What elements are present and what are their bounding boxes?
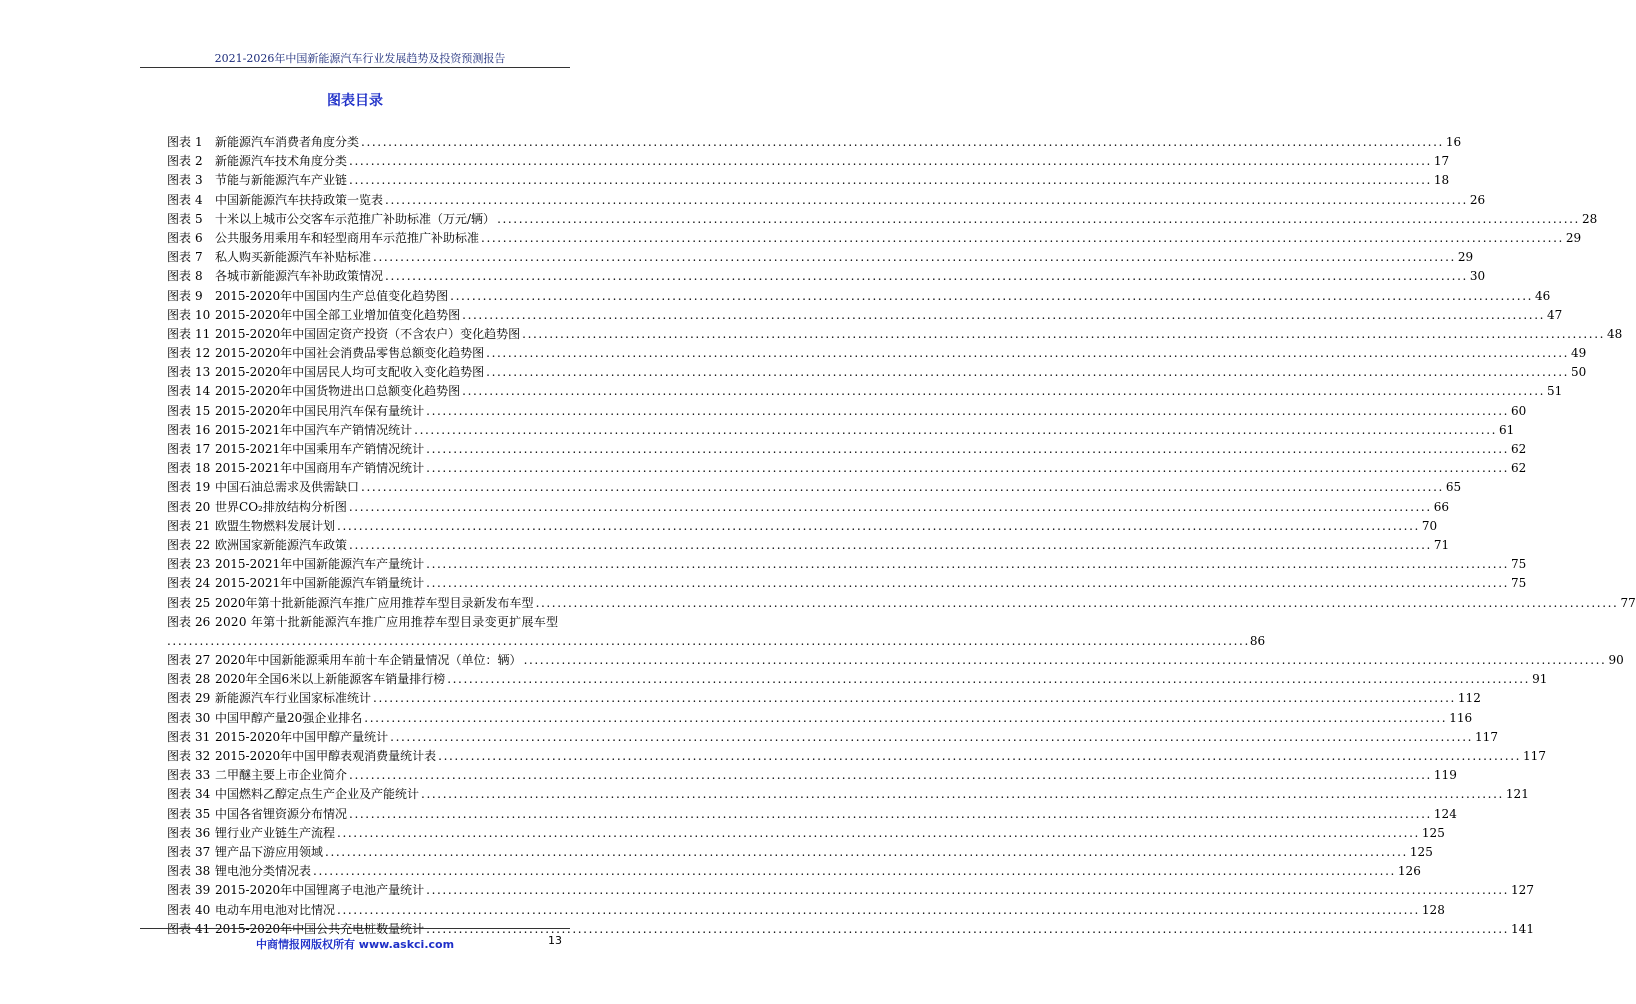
entry-number: 38 — [195, 864, 211, 879]
toc-entry[interactable] — [167, 363, 1587, 382]
entry-page: 116 — [1449, 710, 1473, 725]
entry-title: 2015-2021年中国汽车产销情况统计 — [215, 422, 413, 437]
entry-number: 1 — [195, 135, 203, 149]
entry-number: 41 — [195, 921, 211, 936]
toc-entry[interactable] — [167, 805, 1457, 824]
entry-page: 17 — [1433, 154, 1450, 169]
entry-number: 9 — [195, 288, 203, 303]
dot-leader: ........................................................................................................................................................................................................ — [349, 537, 1432, 552]
toc-entry[interactable] — [167, 440, 1527, 459]
entry-number: 7 — [195, 250, 203, 265]
entry-title: 2015-2021年中国新能源汽车销量统计 — [215, 576, 425, 591]
entry-label: 图表 — [167, 883, 192, 898]
entry-number: 39 — [195, 883, 211, 898]
dot-leader: ........................................................................................................................................................................................................ — [337, 902, 1420, 917]
entry-title: 2015-2020年中国国内生产总值变化趋势图 — [215, 288, 449, 303]
entry-page: 125 — [1409, 844, 1433, 859]
toc-entry[interactable] — [167, 901, 1445, 920]
entry-number: 8 — [195, 269, 203, 284]
entry-label: 图表 — [167, 921, 192, 936]
entry-number: 2 — [195, 154, 203, 169]
entry-label: 图表 — [167, 211, 192, 226]
entry-label: 图表 — [167, 307, 192, 322]
entry-title: 2020年第十批新能源汽车推广应用推荐车型目录新发布车型 — [215, 595, 534, 610]
toc-entry[interactable] — [167, 651, 1624, 670]
entry-title: 2015-2020年中国居民人均可支配收入变化趋势图 — [215, 365, 485, 380]
dot-leader: ........................................................................................................................................................................................................ — [361, 480, 1444, 495]
dot-leader: ........................................................................................................................................................................................................ — [426, 557, 1510, 572]
entry-label: 图表 — [167, 672, 192, 687]
entry-label: 图表 — [167, 653, 192, 668]
entry-page: 128 — [1421, 902, 1445, 917]
entry-title: 中国各省锂资源分布情况 — [215, 806, 348, 821]
entry-label: 图表 — [167, 614, 192, 629]
entry-label: 图表 — [167, 192, 192, 207]
dot-leader: ........................................................................................................................................................................................................ — [390, 729, 1474, 744]
entry-page: 121 — [1505, 787, 1529, 802]
entry-title: 新能源汽车行业国家标准统计 — [215, 691, 372, 706]
dot-leader: ........................................................................................................................................................................................................ — [361, 135, 1444, 149]
entry-label: 图表 — [167, 537, 192, 552]
toc-title: 图表目录 — [327, 93, 383, 109]
entry-label: 图表 — [167, 461, 192, 476]
toc-entry[interactable] — [167, 152, 1450, 171]
dot-leader: ........................................................................................................................................................................................................ — [385, 192, 1468, 207]
entry-title: 2015-2020年中国固定资产投资（不含农户）变化趋势图 — [215, 326, 521, 341]
entry-title: 新能源汽车技术角度分类 — [215, 154, 348, 169]
entry-number: 5 — [195, 211, 203, 226]
dot-leader: ........................................................................................................................................................................................................ — [325, 844, 1408, 859]
entry-page: 119 — [1433, 768, 1457, 783]
entry-page: 18 — [1433, 173, 1450, 188]
dot-leader: ........................................................................................................................................................................................................ — [349, 154, 1432, 169]
entry-label: 图表 — [167, 346, 192, 361]
entry-page: 77 — [1620, 595, 1636, 610]
entry-number: 33 — [195, 768, 211, 783]
dot-leader: ........................................................................................................................................................................................................ — [450, 288, 1534, 303]
entry-number: 17 — [195, 442, 211, 456]
entry-number: 35 — [195, 806, 211, 821]
toc-entry[interactable] — [167, 555, 1527, 574]
dot-leader: ........................................................................................................................................................................................................ — [167, 633, 1250, 648]
toc-entry[interactable] — [167, 747, 1546, 766]
header-rule — [140, 67, 570, 68]
page-number: 13 — [548, 934, 562, 947]
dot-leader: ........................................................................................................................................................................................................ — [447, 672, 1531, 687]
entry-number: 6 — [195, 230, 203, 245]
entry-label: 图表 — [167, 595, 192, 610]
entry-page: 48 — [1607, 326, 1623, 341]
entry-page: 30 — [1469, 269, 1486, 284]
page-header: 2021-2026年中国新能源汽车行业发展趋势及投资预测报告 — [214, 52, 506, 65]
entry-title: 节能与新能源汽车产业链 — [215, 173, 348, 188]
entry-title: 中国甲醇产量20强企业排名 — [215, 710, 363, 725]
entry-page: 126 — [1397, 864, 1421, 879]
toc-entry[interactable] — [167, 382, 1563, 401]
toc-entry[interactable] — [167, 594, 1636, 613]
entry-label: 图表 — [167, 403, 192, 418]
entry-label: 图表 — [167, 135, 192, 149]
dot-leader: ........................................................................................................................................................................................................ — [535, 595, 1619, 610]
entry-title: 私人购买新能源汽车补贴标准 — [215, 250, 372, 265]
entry-title: 中国石油总需求及供需缺口 — [215, 480, 360, 495]
entry-title: 锂行业产业链生产流程 — [215, 825, 336, 840]
entry-label: 图表 — [167, 729, 192, 744]
entry-number: 4 — [195, 192, 203, 207]
entry-title: 世界CO₂排放结构分析图 — [215, 499, 347, 514]
entry-label: 图表 — [167, 787, 192, 802]
dot-leader: ........................................................................................................................................................................................................ — [373, 691, 1456, 706]
footer-rule — [140, 928, 570, 929]
entry-title: 2020年全国6米以上新能源客车销量排行榜 — [215, 672, 446, 687]
dot-leader: ........................................................................................................................................................................................................ — [426, 576, 1510, 591]
entry-number: 20 — [195, 499, 211, 514]
entry-title: 欧洲国家新能源汽车政策 — [215, 537, 348, 552]
dot-leader: ........................................................................................................................................................................................................ — [414, 422, 1498, 437]
toc-entry[interactable] — [167, 881, 1534, 900]
toc-entry[interactable] — [167, 248, 1474, 267]
dot-leader: ........................................................................................................................................................................................................ — [337, 518, 1420, 533]
entry-number: 21 — [195, 518, 211, 533]
entry-title: 2015-2020年中国货物进出口总额变化趋势图 — [215, 384, 461, 399]
toc-entry[interactable] — [167, 670, 1548, 689]
entry-number: 14 — [195, 384, 211, 399]
entry-number: 26 — [195, 614, 211, 629]
entry-page: 65 — [1445, 480, 1462, 495]
toc-entry[interactable] — [167, 306, 1563, 325]
toc-entry[interactable] — [167, 517, 1438, 536]
entry-page: 91 — [1532, 672, 1548, 687]
entry-title: 2015-2020年中国甲醇产量统计 — [215, 729, 389, 744]
dot-leader: ........................................................................................................................................................................................................ — [462, 307, 1546, 322]
entry-title: 电动车用电池对比情况 — [215, 902, 336, 917]
entry-title: 2015-2020年中国锂离子电池产量统计 — [215, 883, 425, 898]
entry-title: 2015-2020年中国民用汽车保有量统计 — [215, 403, 425, 418]
entry-title: 2015-2020年中国公共充电桩数量统计 — [215, 921, 425, 936]
entry-label: 图表 — [167, 864, 192, 879]
entry-number: 28 — [195, 672, 211, 687]
toc-entry[interactable] — [167, 785, 1529, 804]
toc-entry[interactable] — [167, 133, 1462, 152]
entry-title: 2015-2021年中国乘用车产销情况统计 — [215, 442, 425, 456]
entry-title: 锂电池分类情况表 — [215, 864, 312, 879]
entry-label: 图表 — [167, 518, 192, 533]
entry-page: 71 — [1433, 537, 1450, 552]
toc-entry[interactable] — [167, 421, 1515, 440]
entry-page: 90 — [1608, 653, 1624, 668]
dot-leader: ........................................................................................................................................................................................................ — [426, 461, 1510, 476]
dot-leader: ........................................................................................................................................................................................................ — [438, 749, 1522, 763]
toc-entry[interactable] — [167, 824, 1445, 843]
toc-entry[interactable] — [167, 613, 570, 632]
entry-page: 112 — [1457, 691, 1481, 706]
entry-page: 28 — [1581, 211, 1598, 226]
toc-entry[interactable] — [167, 287, 1551, 306]
entry-label: 图表 — [167, 844, 192, 859]
entry-page: 50 — [1571, 365, 1587, 380]
entry-page: 127 — [1511, 883, 1534, 898]
entry-title: 公共服务用乘用车和轻型商用车示范推广补助标准 — [215, 230, 480, 245]
toc-entry[interactable] — [167, 766, 1457, 785]
entry-number: 40 — [195, 902, 211, 917]
dot-leader: ........................................................................................................................................................................................................ — [426, 403, 1510, 418]
toc-entry[interactable] — [167, 267, 1486, 286]
entry-label: 图表 — [167, 691, 192, 706]
entry-page: 47 — [1547, 307, 1563, 322]
dot-leader: ........................................................................................................................................................................................................ — [426, 883, 1510, 898]
entry-number: 11 — [195, 326, 211, 341]
entry-title: 十米以上城市公交客车示范推广补助标准（万元/辆） — [215, 211, 496, 226]
footer-copyright: 中商情报网版权所有 www.askci.com — [255, 938, 455, 951]
entry-number: 25 — [195, 595, 211, 610]
entry-page: 70 — [1421, 518, 1438, 533]
entry-title: 2015-2020年中国社会消费品零售总额变化趋势图 — [215, 346, 485, 361]
entry-label: 图表 — [167, 230, 192, 245]
entry-page: 66 — [1433, 499, 1450, 514]
entry-number: 29 — [195, 691, 211, 706]
dot-leader: ........................................................................................................................................................................................................ — [486, 365, 1570, 380]
entry-label: 图表 — [167, 288, 192, 303]
entry-label: 图表 — [167, 710, 192, 725]
toc-entry[interactable] — [167, 843, 1433, 862]
toc-entry[interactable] — [167, 229, 1582, 248]
entry-label: 图表 — [167, 806, 192, 821]
entry-label: 图表 — [167, 365, 192, 380]
entry-label: 图表 — [167, 422, 192, 437]
dot-leader: ........................................................................................................................................................................................................ — [349, 806, 1432, 821]
dot-leader: ........................................................................................................................................................................................................ — [349, 173, 1432, 188]
entry-number: 22 — [195, 537, 211, 552]
entry-page: 75 — [1511, 576, 1527, 591]
entry-number: 13 — [195, 365, 211, 380]
toc-entry[interactable] — [167, 689, 1481, 708]
entry-page: 26 — [1469, 192, 1486, 207]
entry-page: 49 — [1571, 346, 1587, 361]
toc-entry[interactable] — [167, 459, 1527, 478]
entry-number: 19 — [195, 480, 211, 495]
entry-page: 117 — [1475, 729, 1498, 744]
dot-leader: ........................................................................................................................................................................................................ — [481, 230, 1564, 245]
entry-label: 图表 — [167, 250, 192, 265]
entry-title: 2015-2020年中国甲醇表观消费量统计表 — [215, 749, 437, 763]
entry-number: 37 — [195, 844, 211, 859]
entry-label: 图表 — [167, 768, 192, 783]
entry-page: 46 — [1535, 288, 1551, 303]
toc-entry[interactable] — [167, 498, 1450, 517]
dot-leader: ........................................................................................................................................................................................................ — [364, 710, 1448, 725]
dot-leader: ........................................................................................................................................................................................................ — [349, 768, 1432, 783]
dot-leader: ........................................................................................................................................................................................................ — [522, 326, 1606, 341]
entry-number: 15 — [195, 403, 211, 418]
entry-page: 75 — [1511, 557, 1527, 572]
entry-label: 图表 — [167, 154, 192, 169]
entry-title: 新能源汽车消费者角度分类 — [215, 135, 360, 149]
entry-number: 24 — [195, 576, 211, 591]
entry-title: 锂产品下游应用领域 — [215, 844, 324, 859]
entry-label: 图表 — [167, 442, 192, 456]
dot-leader: ........................................................................................................................................................................................................ — [373, 250, 1456, 265]
entry-label: 图表 — [167, 825, 192, 840]
entry-number: 30 — [195, 710, 211, 725]
entry-label: 图表 — [167, 326, 192, 341]
entry-page: 124 — [1433, 806, 1457, 821]
entry-page: 62 — [1511, 442, 1527, 456]
entry-label: 图表 — [167, 499, 192, 514]
entry-number: 10 — [195, 307, 211, 322]
entry-label: 图表 — [167, 173, 192, 188]
entry-page: 51 — [1547, 384, 1563, 399]
entry-page: 16 — [1445, 135, 1462, 149]
entry-number: 32 — [195, 749, 211, 763]
entry-number: 34 — [195, 787, 211, 802]
entry-page: 62 — [1511, 461, 1527, 476]
dot-leader: ........................................................................................................................................................................................................ — [337, 825, 1420, 840]
entry-title: 二甲醚主要上市企业简介 — [215, 768, 348, 783]
entry-label: 图表 — [167, 576, 192, 591]
dot-leader: ........................................................................................................................................................................................................ — [385, 269, 1468, 284]
entry-page: 29 — [1565, 230, 1582, 245]
toc-entry[interactable] — [167, 728, 1498, 747]
entry-title: 中国新能源汽车扶持政策一览表 — [215, 192, 384, 207]
entry-page: 29 — [1457, 250, 1474, 265]
dot-leader: ........................................................................................................................................................................................................ — [486, 346, 1570, 361]
toc-entry[interactable] — [167, 536, 1450, 555]
entry-number: 16 — [195, 422, 211, 437]
dot-leader: ........................................................................................................................................................................................................ — [313, 864, 1396, 879]
toc-entry[interactable] — [167, 191, 1486, 210]
toc-entry[interactable] — [167, 325, 1623, 344]
toc-entry[interactable] — [167, 344, 1587, 363]
dot-leader: ........................................................................................................................................................................................................ — [421, 787, 1504, 802]
entry-label: 图表 — [167, 480, 192, 495]
dot-leader: ........................................................................................................................................................................................................ — [426, 921, 1510, 936]
entry-page: 117 — [1523, 749, 1546, 763]
toc-entry[interactable] — [167, 862, 1421, 881]
entry-number: 27 — [195, 653, 211, 668]
toc-entry[interactable] — [167, 478, 1462, 497]
entry-title: 2015-2021年中国商用车产销情况统计 — [215, 461, 425, 476]
entry-title: 各城市新能源汽车补助政策情况 — [215, 269, 384, 284]
dot-leader: ........................................................................................................................................................................................................ — [426, 442, 1510, 456]
entry-title: 2020 年第十批新能源汽车推广应用推荐车型目录变更扩展车型 — [215, 614, 559, 629]
entry-page: 61 — [1499, 422, 1515, 437]
dot-leader: ........................................................................................................................................................................................................ — [497, 211, 1580, 226]
toc-entry[interactable] — [167, 402, 1527, 421]
entry-label: 图表 — [167, 557, 192, 572]
entry-title: 2020年中国新能源乘用车前十车企销量情况（单位：辆） — [215, 653, 522, 668]
entry-number: 3 — [195, 173, 203, 188]
toc-entry[interactable] — [167, 709, 1473, 728]
dot-leader: ........................................................................................................................................................................................................ — [348, 499, 1432, 514]
entry-number: 31 — [195, 729, 211, 744]
entry-label: 图表 — [167, 902, 192, 917]
dot-leader: ........................................................................................................................................................................................................ — [462, 384, 1546, 399]
entry-page: 86 — [1249, 633, 1266, 648]
entry-number: 18 — [195, 461, 211, 476]
entry-label: 图表 — [167, 749, 192, 763]
entry-title: 2015-2020年中国全部工业增加值变化趋势图 — [215, 307, 461, 322]
toc-entry[interactable] — [167, 171, 1450, 190]
toc-entry[interactable] — [167, 210, 1598, 229]
entry-page: 125 — [1421, 825, 1445, 840]
entry-label: 图表 — [167, 269, 192, 284]
entry-label: 图表 — [167, 384, 192, 399]
entry-number: 12 — [195, 346, 211, 361]
dot-leader: ........................................................................................................................................................................................................ — [523, 653, 1607, 668]
entry-page: 141 — [1511, 921, 1534, 936]
entry-title: 2015-2021年中国新能源汽车产量统计 — [215, 557, 425, 572]
entry-number: 23 — [195, 557, 211, 572]
entry-number: 36 — [195, 825, 211, 840]
entry-page: 60 — [1511, 403, 1527, 418]
toc-entry-continuation — [167, 632, 1266, 651]
toc-entry[interactable] — [167, 574, 1527, 593]
entry-title: 中国燃料乙醇定点生产企业及产能统计 — [215, 787, 420, 802]
entry-title: 欧盟生物燃料发展计划 — [215, 518, 336, 533]
toc-list — [167, 133, 1636, 939]
